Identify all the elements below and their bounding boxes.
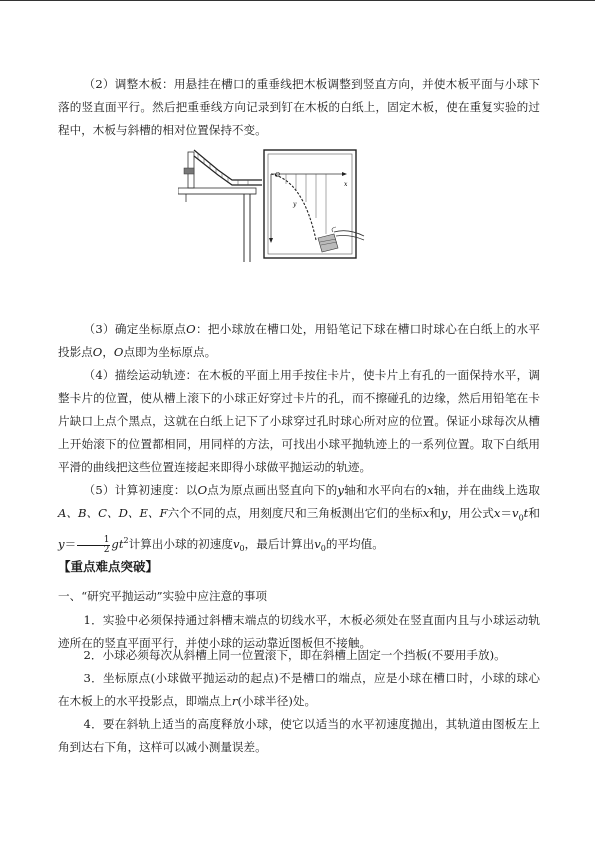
step5-text-x2: ，最后计算出 <box>244 537 315 552</box>
formula-eq1: ＝ <box>500 506 513 520</box>
step5-x-axis: x <box>426 483 434 497</box>
step5-v0b-sub: 0 <box>320 544 326 554</box>
step5-paragraph <box>58 479 540 560</box>
page-top-border <box>0 0 595 1</box>
step3-text-c: ：把小球放在槽口处，用铅笔记下球在槽口时球心在白纸上的水平投影点 <box>58 322 540 359</box>
step5-text-k: 和 <box>429 506 441 520</box>
step5-v0b: v <box>314 537 321 552</box>
step5-v0a: v <box>232 537 240 552</box>
fraction-numerator: 1 <box>77 536 110 546</box>
formula-v-sub: 0 <box>518 513 524 523</box>
step3-text-g: 点即为坐标原点。 <box>123 345 217 359</box>
step5-text-z: 的平均值。 <box>325 537 384 552</box>
step5-text-v: 计算出小球的初速度 <box>128 537 233 552</box>
step5-text-e: 轴和水平向右的 <box>343 483 427 497</box>
point-2: 2．小球必须每次从斜槽上同一位置滚下，即在斜槽上固定一个挡板(不要用手放)。 <box>83 648 506 662</box>
formula-y: y <box>58 537 65 552</box>
step3-text-e: ， <box>102 345 114 359</box>
fraction-denominator: 2 <box>103 544 110 555</box>
step5-v0a-sub: 0 <box>239 544 245 554</box>
y-axis-label: y <box>293 201 297 208</box>
formula-fraction <box>77 536 110 555</box>
point-4: 4．要在斜轨上适当的高度释放小球，使它以适当的水平初速度抛出，其轨道由图板左上角到达右下角，这样可以减小测量误差。 <box>58 717 540 754</box>
formula-x: x <box>493 506 501 520</box>
step3-text-a: （3）确定坐标原点 <box>83 322 187 336</box>
point-3-tail: (小球半径)处。 <box>237 694 317 708</box>
apparatus-figure <box>178 144 374 262</box>
vertical-board <box>264 150 356 258</box>
step5-coord-x: x <box>422 506 430 520</box>
point-3-r: r <box>231 694 238 708</box>
formula-t: t <box>523 506 529 520</box>
step5-text-g: 轴，并在曲线上选取 <box>433 483 540 497</box>
table-drawing <box>178 188 256 262</box>
step5-text-m: ，用公式 <box>447 506 494 520</box>
section1-title: 一、“研究平抛运动”实验中应注意的事项 <box>58 589 267 603</box>
step5-text-c: 点为原点画出竖直向下的 <box>207 483 338 497</box>
formula-gt: gt <box>111 537 124 552</box>
point-3-text: 3．坐标原点(小球做平抛运动的起点)不是槽口的端点，应是小球在槽口时，小球的球心在木板上的水平投影点，即端点上 <box>58 671 540 708</box>
section-heading: 【重点难点突破】 <box>58 559 159 574</box>
step5-coord-y: y <box>440 506 448 520</box>
step3-origin-o1: O <box>186 322 196 336</box>
step3-paragraph <box>58 318 540 364</box>
x-axis-label: x <box>344 181 348 188</box>
formula-v: v <box>512 506 519 520</box>
step3-origin-o2: O <box>92 345 103 359</box>
step5-origin: O <box>197 483 208 497</box>
step2-paragraph: （2）调整木板：用悬挂在槽口的重垂线把木板调整到竖直方向，并使木板平面与小球下落的竖直面平行。然后把重垂线方向记录到钉在木板的白纸上，固定木板，使在重复实验的过程中，木板与斜槽的相对位置保持不变。 <box>58 77 540 137</box>
formula-eq2: ＝ <box>64 537 77 552</box>
hand-with-card <box>318 227 364 252</box>
step5-y-axis: y <box>337 483 344 497</box>
step3-origin-o3: O <box>113 345 124 359</box>
step5-text-a: （5）计算初速度：以 <box>83 483 198 497</box>
step5-points: A、B、C、D、E、F <box>58 506 168 520</box>
formula-gt-sup: 2 <box>123 536 129 546</box>
inclined-chute <box>184 150 262 188</box>
step4-paragraph: （4）描绘运动轨迹：在木板的平面上用手按住卡片，使卡片上有孔的一面保持水平，调整卡片的位置，使从槽上滚下的小球正好穿过卡片的孔，而不擦碰孔的边缘，然后用铅笔在卡片缺口上点个黑点，这就在白纸上记下了小球穿过孔时球心所对应的位置。保证小球每次从槽上开始滚下的位置都相同，用同样的方法，可找出小球平抛轨迹上的一系列位置。取下白纸用平滑的曲线把这些位置连接起来即得小球做平抛运动的轨迹。 <box>58 368 540 474</box>
point-3 <box>58 667 540 713</box>
point-1: 1．实验中必须保持通过斜槽末端点的切线水平，木板必须处在竖直面内且与小球运动轨迹所在的竖直平面平行，并使小球的运动靠近图板但不接触。 <box>58 613 540 650</box>
origin-label: O <box>275 172 280 179</box>
step5-text-i: 六个不同的点，用刻度尺和三角板测出它们的坐标 <box>167 506 423 520</box>
step5-text-r: 和 <box>528 506 540 520</box>
